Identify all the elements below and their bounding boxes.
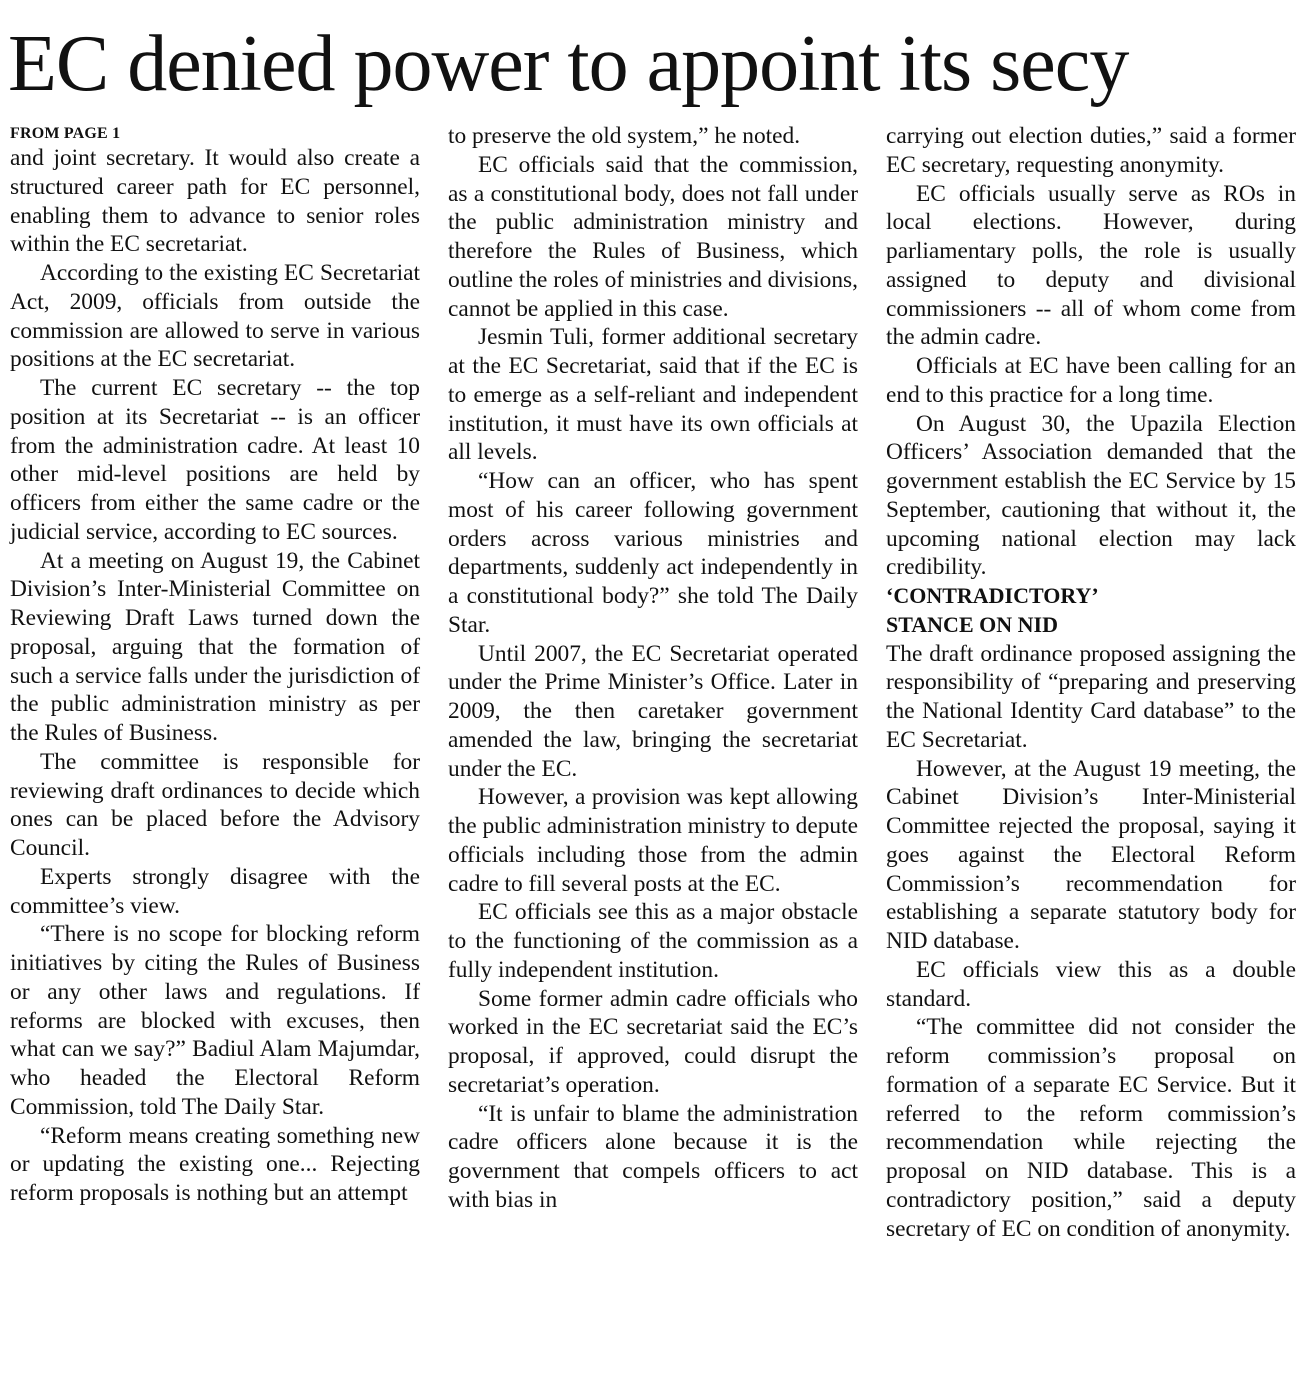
paragraph: carrying out election duties,” said a former EC secretary, requesting anonymity. (886, 123, 1296, 178)
headline: EC denied power to appoint its secy (8, 20, 1129, 108)
paragraph: “There is no scope for blocking reform initiatives by citing the Rules of Business or any other laws and regulations. If reforms are blocked with excuses, then what can we say?” Badiul Alam Majumdar, who headed the Electoral Reform Commission, told The Daily Star. (10, 921, 420, 1120)
paragraph: The current EC secretary -- the top position at its Secretariat -- is an officer from the administration cadre. At least 10 other mid-level positions are held by officers from either the same cadre or the judicial service, according to EC sources. (10, 375, 420, 545)
paragraph: The draft ordinance proposed assigning the responsibility of “preparing and preserving the National Identity Card database” to the EC Secretariat. (886, 640, 1296, 753)
paragraph: Until 2007, the EC Secretariat operated under the Prime Minister’s Office. Later in 2009, the then caretaker government amended the law, bringing the secretariat under the EC. (448, 640, 858, 782)
paragraph: EC officials usually serve as ROs in local elections. However, during parliamentary polls, the role is usually assigned to deputy and divisional commissioners -- all of whom come from the admin cadre. (886, 180, 1296, 351)
paragraph: At a meeting on August 19, the Cabinet Division’s Inter-Ministerial Committee on Reviewing Draft Laws turned down the proposal, arguing that the formation of such a service falls under the jurisdiction of the public administration ministry as per the Rules of Business. (10, 547, 420, 746)
paragraph: “Reform means creating something new or updating the existing one... Rejecting reform proposals is nothing but an attempt (10, 1122, 420, 1206)
paragraph: to preserve the old system,” he noted. (448, 123, 801, 149)
paragraph: EC officials see this as a major obstacle to the functioning of the commission as a fully independent institution. (448, 899, 858, 983)
paragraph: Jesmin Tuli, former additional secretary at the EC Secretariat, said that if the EC is to emerge as a self-reliant and independent institution, it must have its own officials at all levels. (448, 324, 858, 466)
paragraph: On August 30, the Upazila Election Officers’ Association demanded that the government establish the EC Service by 15 September, cautioning that without it, the upcoming national election may lack credibility. (886, 410, 1296, 581)
subheading (886, 582, 1296, 640)
from-page-label: FROM PAGE 1 (10, 125, 121, 142)
paragraph: However, a provision was kept allowing the public administration ministry to depute officials including those from the admin cadre to fill several posts at the EC. (448, 784, 858, 897)
article-column-1 (10, 122, 420, 1208)
paragraph: “How can an officer, who has spent most of his career following government orders across various ministries and departments, suddenly act independently in a constitutional body?” she told The Daily Star. (448, 468, 858, 638)
paragraph: According to the existing EC Secretariat Act, 2009, officials from outside the commission are allowed to serve in various positions at the EC secretariat. (10, 260, 420, 373)
paragraph: Some former admin cadre officials who worked in the EC secretariat said the EC’s proposal, if approved, could disrupt the secretariat’s operation. (448, 985, 858, 1098)
article-column-3 (886, 122, 1296, 1243)
paragraph: “The committee did not consider the reform commission’s proposal on formation of a separate EC Service. But it referred to the reform commission’s recommendation while rejecting the proposal on NID database. This is a contradictory position,” said a deputy secretary of EC on condition of anonymity. (886, 1014, 1296, 1242)
subheading-line-2: STANCE ON NID (886, 611, 1058, 637)
subheading-line-1: ‘CONTRADICTORY’ (886, 583, 1099, 608)
paragraph: Officials at EC have been calling for an end to this practice for a long time. (886, 353, 1296, 408)
paragraph: Experts strongly disagree with the committee’s view. (10, 863, 420, 919)
paragraph: EC officials said that the commission, as a constitutional body, does not fall under the public administration ministry and therefore the Rules of Business, which outline the roles of ministries and divisions, cannot be applied in this case. (448, 151, 858, 322)
paragraph: “It is unfair to blame the administration cadre officers alone because it is the government that compels officers to act with bias in (448, 1100, 858, 1213)
article-column-2 (448, 122, 858, 1215)
paragraph: The committee is responsible for reviewing draft ordinances to decide which ones can be placed before the Advisory Council. (10, 748, 420, 861)
paragraph: and joint secretary. It would also create a structured career path for EC personnel, enabling them to advance to senior roles within the EC secretariat. (10, 145, 420, 258)
paragraph: However, at the August 19 meeting, the Cabinet Division’s Inter-Ministerial Committee rejected the proposal, saying it goes against the Electoral Reform Commission’s recommendation for establishing a separate statutory body for NID database. (886, 755, 1296, 954)
paragraph: EC officials view this as a double standard. (886, 956, 1296, 1012)
